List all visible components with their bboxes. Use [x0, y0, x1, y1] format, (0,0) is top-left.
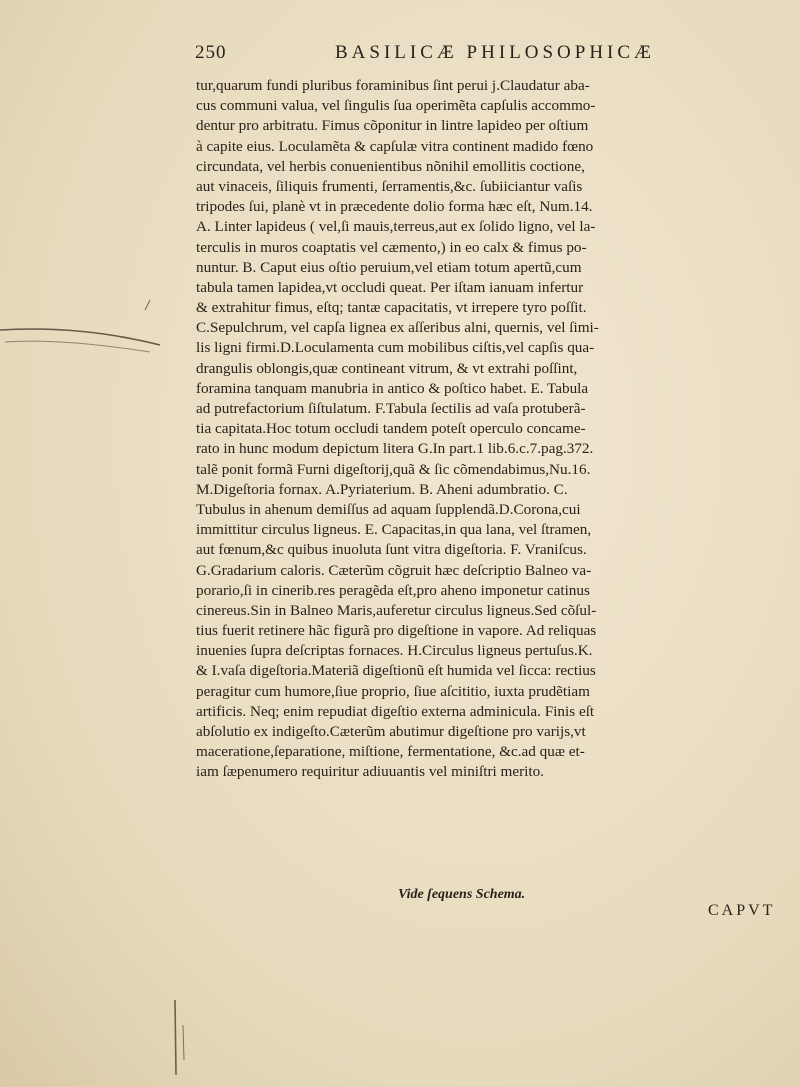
caption-row — [196, 887, 791, 913]
text-line: rato in hunc modum depictum litera G.In part.1 lib.6.c.7.pag.372. — [196, 440, 594, 458]
text-line: dentur pro arbitratu. Fimus cõponitur in lintre lapideo per oſtium — [196, 117, 589, 135]
text-line: abſolutio ex indigeſto.Cæterũm abutimur digeſtione pro varijs,vt — [196, 723, 586, 740]
text-line: drangulis oblongis,quæ contineant vitrum, & vt extrahi poſſint, — [196, 359, 578, 377]
body-text — [196, 76, 796, 783]
catchword: CAPVT — [708, 902, 776, 919]
text-line: tia capitata.Hoc totum occludi tandem poteſt operculo concame- — [196, 420, 586, 438]
text-line: C.Sepulchrum, vel capſa lignea ex aſſeribus alni, quernis, vel ſimi- — [196, 319, 599, 337]
text-line: foramina tanquam manubria in antico & poſtico habet. E. Tabula — [196, 379, 589, 397]
text-line: iam ſæpenumero requiritur adiuuantis vel miniſtri merito. — [196, 763, 544, 781]
text-line: ad putrefactorium ſiſtulatum. F.Tabula ſectilis ad vaſa protuberã- — [196, 400, 586, 417]
text-line: à capite eius. Loculamẽta & capſulæ vitra continent madido fœno — [196, 137, 594, 155]
text-line: talẽ ponit formã Furni digeſtorij,quã & ſic cõmendabimus,Nu.16. — [196, 460, 591, 478]
text-line: tur,quarum fundi pluribus foraminibus ſint perui j.Claudatur aba- — [196, 77, 590, 94]
figure-caption: Vide ſequens Schema. — [398, 887, 526, 902]
text-line: G.Gradarium caloris. Cæterũm cõgruit hæc deſcriptio Balneo va- — [196, 561, 592, 579]
text-line: lis ligni firmi.D.Loculamenta cum mobilibus ciſtis,vel capſis qua- — [196, 339, 595, 357]
text-line: aut fœnum,&c quibus inuoluta ſunt vitra digeſtoria. F. Vraniſcus. — [196, 541, 587, 559]
text-line: maceratione,ſeparatione, miſtione, fermentatione, &c.ad quæ et- — [196, 743, 585, 761]
text-line: Tubulus in ahenum demiſſus ad aquam ſupplendã.D.Corona,cui — [196, 500, 581, 518]
text-line: terculis in muros coaptatis vel cæmento,) in eo calx & fimus po- — [196, 238, 587, 256]
text-line: A. Linter lapideus ( vel,ſi mauis,terreus,aut ex ſolido ligno, vel la- — [196, 218, 596, 236]
text-line: circundata, vel herbis conuenientibus nõnihil emollitis coctione, — [196, 157, 585, 175]
text-line: & extrahitur fimus, eſtq; tantæ capacitatis, vt irrepere tyro poſſit. — [196, 299, 587, 317]
page-number: 250 — [195, 42, 227, 63]
text-line: & I.vaſa digeſtoria.Materiã digeſtionũ eſt humida vel ſicca: rectius — [196, 662, 596, 680]
text-line: tripodes ſui, planè vt in præcedente dolio forma hæc eſt, Num.14. — [196, 198, 593, 216]
text-line: tius fuerit retinere hãc figurã pro digeſtione in vapore. Ad reliquas — [196, 622, 597, 640]
text-line: tabula tamen lapidea,vt occludi queat. Per iſtam ianuam infertur — [196, 278, 584, 296]
text-line: artificis. Neq; enim repudiat digeſtio externa adminicula. Finis eſt — [196, 702, 595, 720]
text-line: aut vinaceis, ſiliquis frumenti, ſerramentis,&c. ſubiiciantur vaſis — [196, 177, 583, 195]
page-header — [195, 42, 715, 72]
text-line: cinereus.Sin in Balneo Maris,auferetur circulus ligneus.Sed cõſul- — [196, 601, 597, 619]
running-head: BASILICÆ PHILOSOPHICÆ — [335, 42, 655, 63]
text-line: immittitur circulus ligneus. E. Capacitas,in qua lana, vel ſtramen, — [196, 521, 592, 539]
text-line: porario,ſi in cinerib.res peragẽda eſt,pro aheno imponetur catinus — [196, 581, 590, 599]
text-line: peragitur cum humore,ſiue proprio, ſiue aſcititio, iuxta prudẽtiam — [196, 682, 590, 700]
text-line: cus communi valua, vel ſingulis ſua operimẽta capſulis accommo- — [196, 97, 596, 115]
text-line: M.Digeſtoria fornax. A.Pyriaterium. B. Aheni adumbratio. C. — [196, 480, 568, 498]
text-line: nuntur. B. Caput eius oſtio peruium,vel etiam totum apertũ,cum — [196, 258, 582, 276]
text-line: inuenies ſupra deſcriptas fornaces. H.Circulus ligneus pertuſus.K. — [196, 642, 593, 660]
